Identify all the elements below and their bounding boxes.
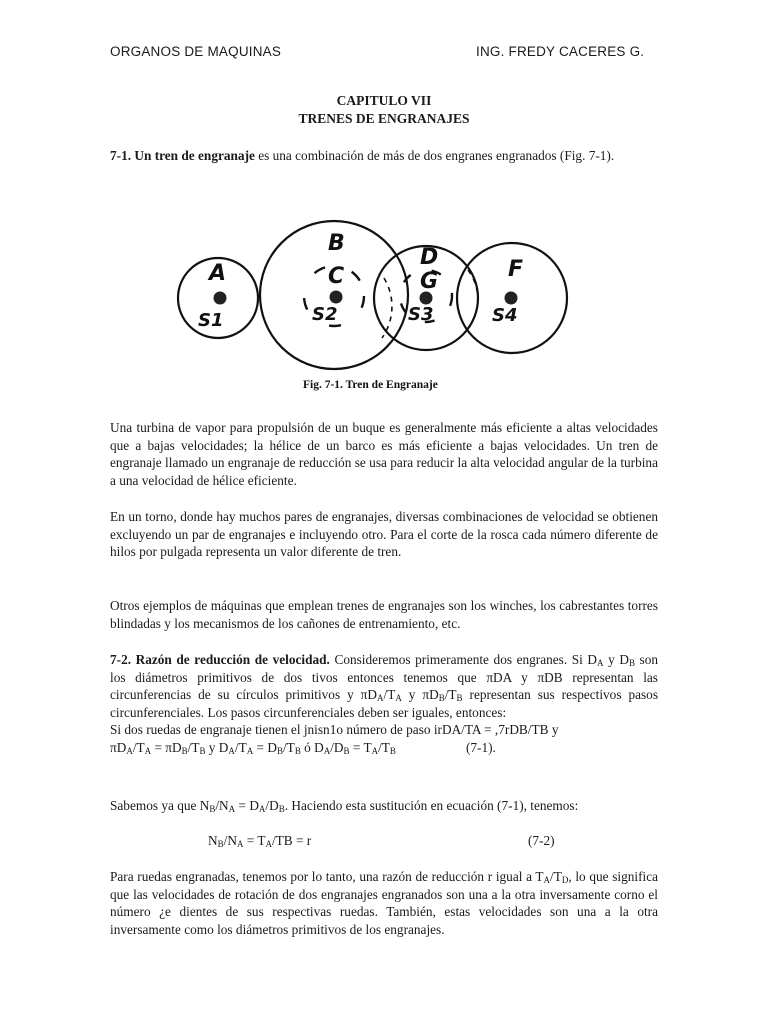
shaft-label-s1: S1 bbox=[198, 310, 224, 331]
gear-label-a: A bbox=[209, 261, 227, 286]
chapter-title: TRENES DE ENGRANAJES bbox=[298, 111, 470, 126]
section-7-1-heading: 7-1. Un tren de engranaje bbox=[110, 148, 255, 163]
gear-label-f: F bbox=[508, 257, 524, 282]
section-7-2-pitch-text: Si dos ruedas de engranaje tienen el jnisn1o número de paso irDA/TA = ,7rDB/TB y bbox=[110, 722, 559, 738]
running-header-right: ING. FREDY CACERES G. bbox=[476, 44, 645, 59]
section-7-2-heading: 7-2. Razón de reducción de velocidad. bbox=[110, 652, 330, 667]
shaft-label-s3: S3 bbox=[408, 304, 434, 325]
shaft-s4-hub bbox=[505, 292, 518, 305]
gear-train-figure bbox=[170, 208, 580, 398]
shaft-s2-hub bbox=[330, 291, 343, 304]
section-7-2: 7-2. Razón de reducción de velocidad. Consideremos primeramente dos engranes. Si $D_A$ y $D_B$ son los diámetros primitivos de dos tivos entonces tenemos que πDA y πDB representan las circunferencias de su círculos primitivos y $\pi D_A/T_A$ y $\pi D_B/T_B$ representan sus respectivos pasos circunferenciales. Los pasos circunferenciales deben ser iguales, entonces: Si dos ruedas de engranaje tienen el jnisn1o número de paso irDA/TA = ,7rDB/TB y $\pi D_A/T_A = \pi D_B/T_B$ y $D_A/T_A = D_B/T_B$ ó $D_A/D_B = T_A/T_B$ (7-1). bbox=[110, 652, 659, 756]
gear-label-g: G bbox=[420, 269, 439, 294]
shaft-label-s2: S2 bbox=[312, 304, 338, 325]
gear-label-c: C bbox=[328, 264, 345, 289]
chapter-number: CAPITULO VII bbox=[336, 93, 432, 108]
section-reduction-ratio: Para ruedas engranadas, tenemos por lo tanto, una razón de reducción r igual a $T_A/T_D$, lo que significa que las velocidades de rotación de dos engranajes engranados son una a la otra inversamente corno el número ¿e dientes de sus respectivas ruedas. También, estas velocidades son una a la otra inversamente como los diámetros primitivos de los engranajes. bbox=[110, 869, 658, 937]
equation-7-1: $\pi D_A/T_A = \pi D_B/T_B$ y $D_A/T_A = D_B/T_B$ ó $D_A/D_B = T_A/T_B$ bbox=[110, 739, 396, 756]
section-7-1-text: es una combinación de más de dos engranes engranados (Fig. 7-1). bbox=[254, 148, 615, 163]
equation-7-2-label: (7-2) bbox=[528, 833, 555, 848]
shaft-s1-hub bbox=[214, 292, 227, 305]
running-header-left: ORGANOS DE MAQUINAS bbox=[110, 44, 282, 59]
paragraph-examples: Otros ejemplos de máquinas que emplean trenes de engranajes son los winches, los cabrestantes torres blindadas y los mecanismos de los cañones de entrenamiento, etc. bbox=[110, 598, 658, 631]
paragraph-turbine: Una turbina de vapor para propulsión de un buque es generalmente más eficiente a altas velocidades que a bajas velocidades; la hélice de un barco es más eficiente a bajas velocidades. Un tren de engranaje llamado un engranaje de reducción se usa para reducir la alta velocidad angular de la turbina a una velocidad de hélice eficiente. bbox=[110, 420, 658, 488]
shaft-label-s4: S4 bbox=[492, 305, 518, 326]
hidden-arc-g bbox=[468, 270, 478, 328]
section-substitution: Sabemos ya que $N_B/N_A = D_A/D_B$. Haciendo esta sustitución en ecuación (7-1), tenemos: bbox=[110, 798, 579, 814]
gear-label-b: B bbox=[328, 231, 345, 256]
gear-label-d: D bbox=[420, 245, 439, 270]
section-7-1 bbox=[110, 147, 658, 165]
paragraph-lathe: En un torno, donde hay muchos pares de engranajes, diversas combinaciones de velocidad se obtienen excluyendo un par de engranajes e incluyendo otro. Para el corte de la rosca cada número diferente de hilos por pulgada representa un valor diferente de tren. bbox=[110, 509, 658, 560]
figure-caption: Fig. 7-1. Tren de Engranaje bbox=[303, 379, 438, 391]
equation-7-1-label: (7-1). bbox=[465, 739, 496, 755]
